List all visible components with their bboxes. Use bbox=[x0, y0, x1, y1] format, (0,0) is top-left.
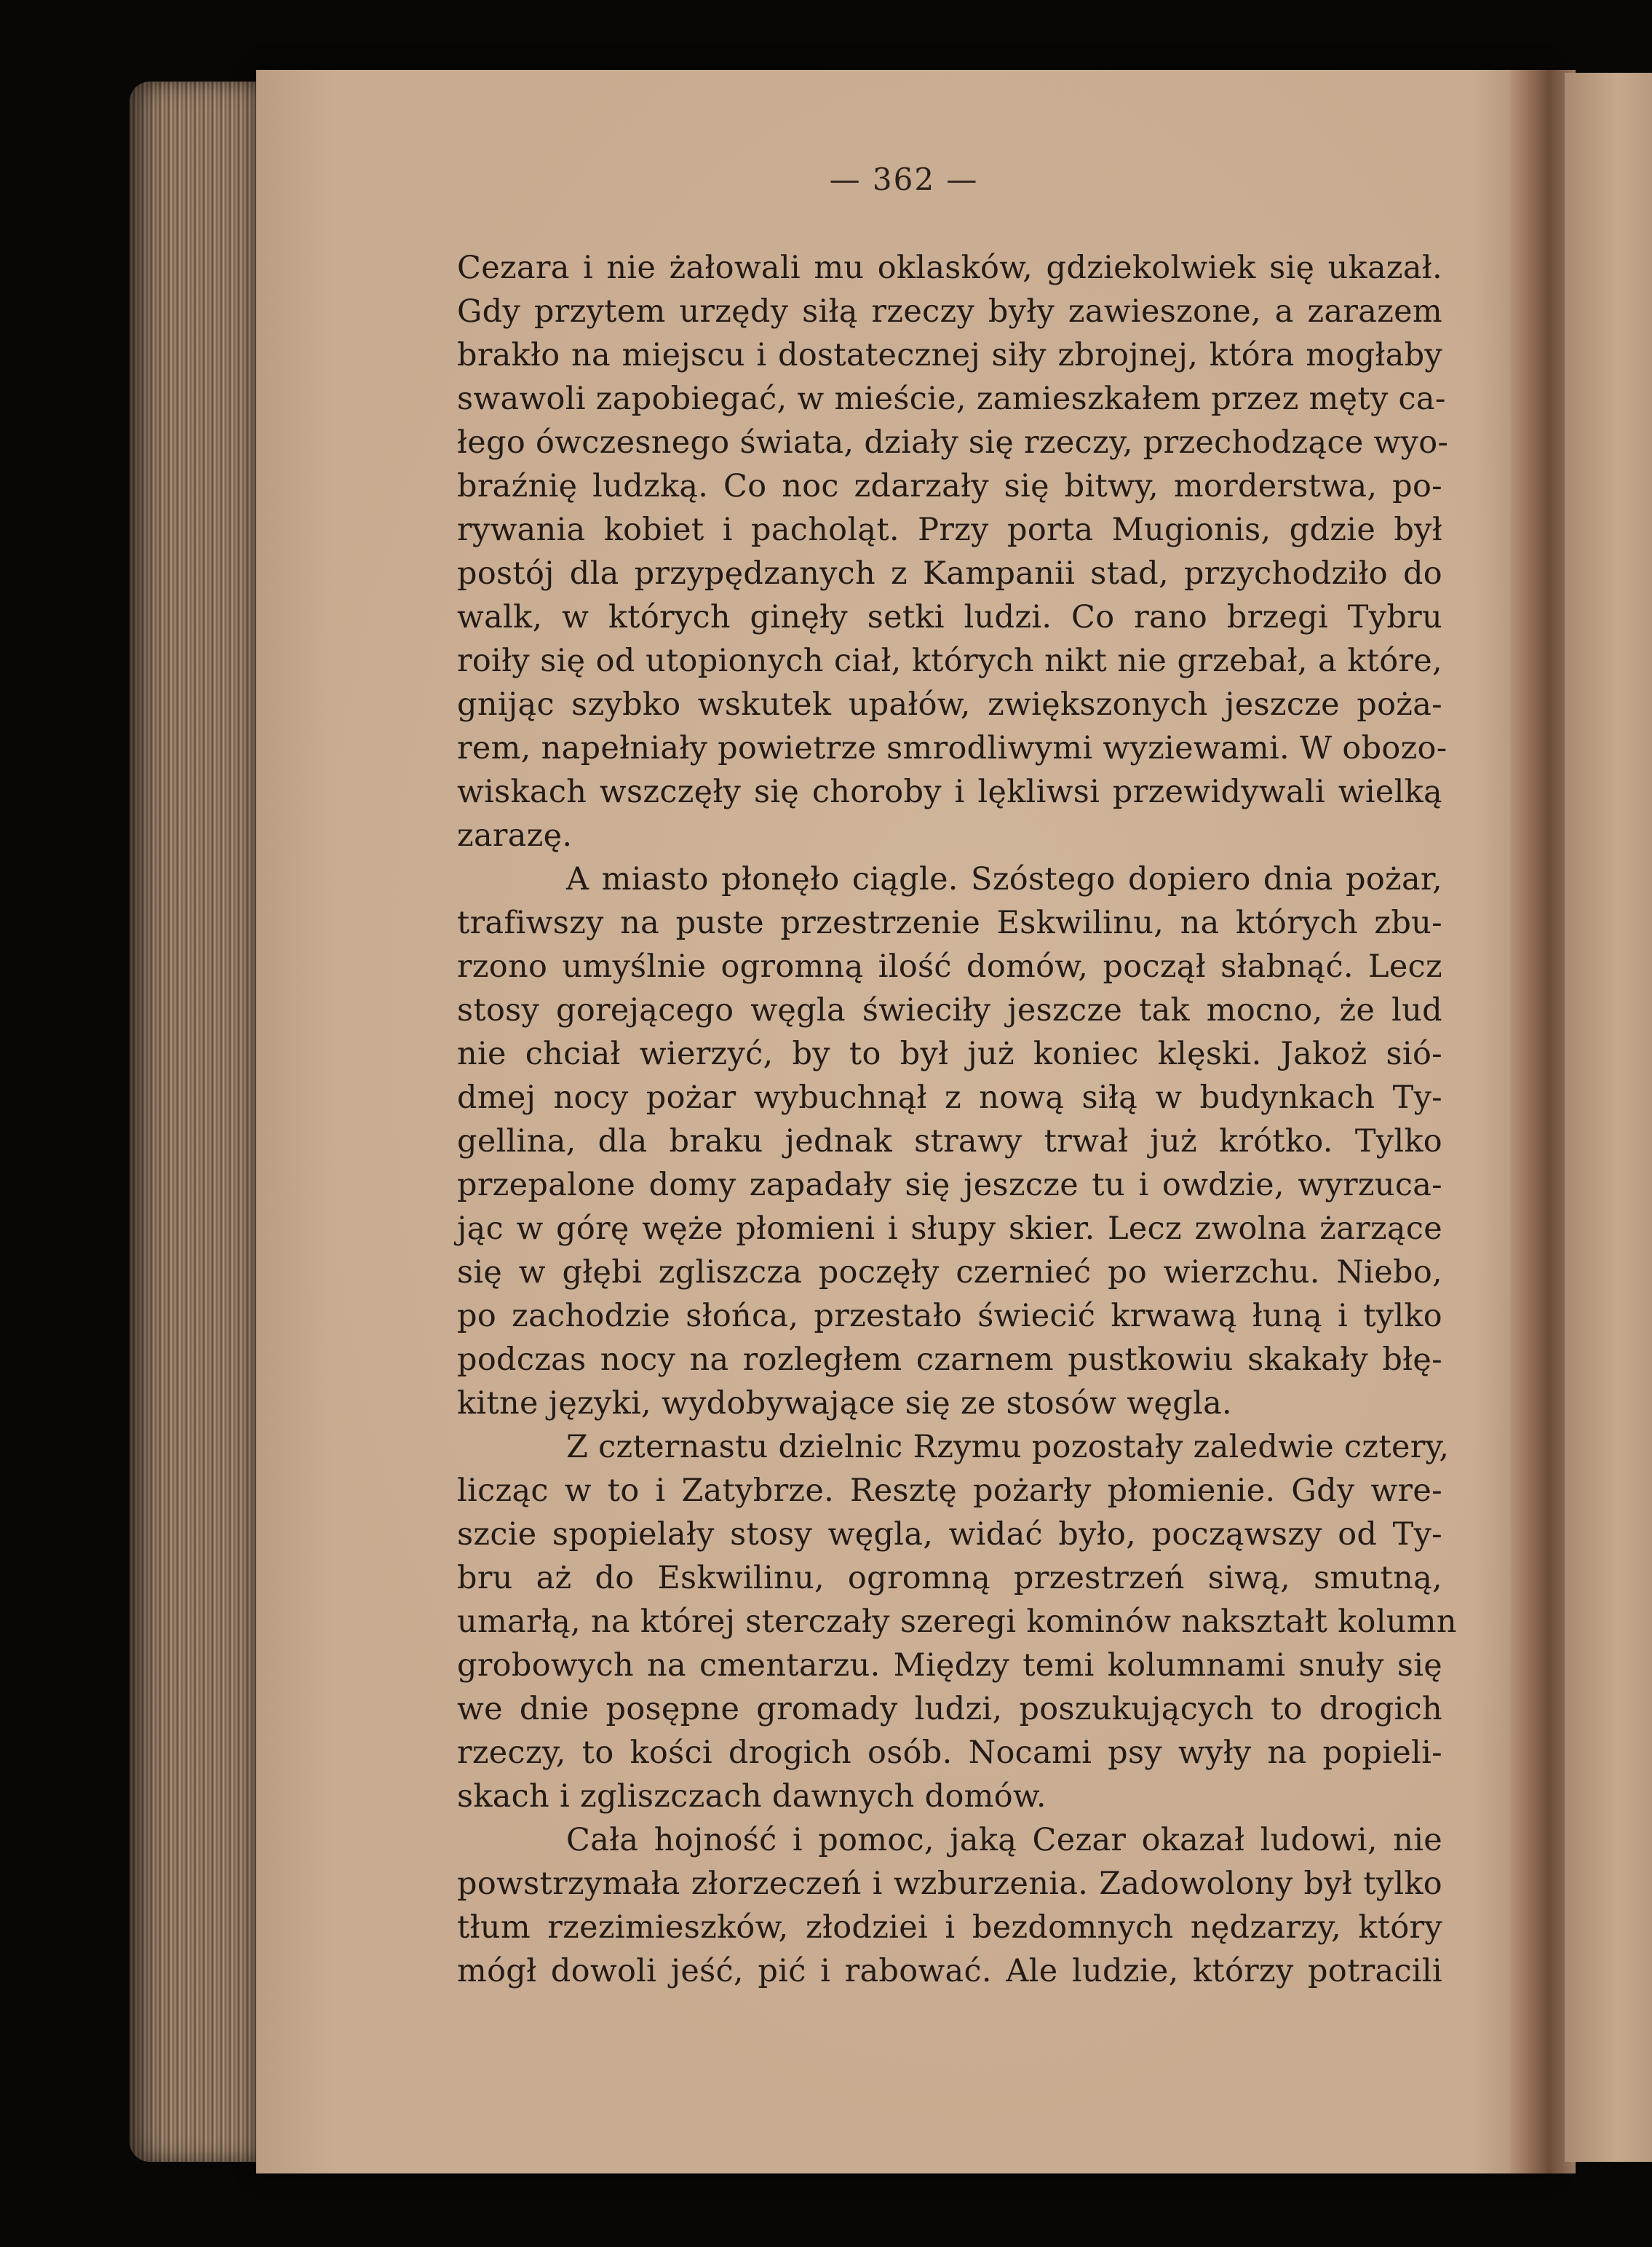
text-line: rzono umyślnie ogromną ilość domów, począł słabnąć. Lecz bbox=[457, 948, 1442, 985]
text-line: szcie spopielały stosy węgla, widać było, począwszy od Ty- bbox=[457, 1516, 1442, 1553]
facing-page-edge bbox=[1565, 73, 1652, 2162]
text-line: gnijąc szybko wskutek upałów, zwiększonych jeszcze poża- bbox=[457, 686, 1442, 723]
text-line: Cezara i nie żałowali mu oklasków, gdziekolwiek się ukazał. bbox=[457, 250, 1442, 286]
text-line: Z czternastu dzielnic Rzymu pozostały zaledwie cztery, bbox=[566, 1429, 1450, 1465]
text-line: przepalone domy zapadały się jeszcze tu i owdzie, wyrzuca- bbox=[457, 1167, 1442, 1203]
text-line: jąc w górę węże płomieni i słupy skier. Lecz zwolna żarzące bbox=[457, 1210, 1442, 1247]
text-line: nie chciał wierzyć, by to był już koniec klęski. Jakoż sió- bbox=[457, 1036, 1442, 1072]
text-line: licząc w to i Zatybrze. Resztę pożarły płomienie. Gdy wre- bbox=[457, 1473, 1442, 1509]
text-line: gellina, dla braku jednak strawy trwał już krótko. Tylko bbox=[457, 1123, 1442, 1160]
text-line: zarazę. bbox=[457, 817, 573, 854]
text-line: rywania kobiet i pacholąt. Przy porta Mugionis, gdzie był bbox=[457, 512, 1442, 548]
text-line: bru aż do Eskwilinu, ogromną przestrzeń siwą, smutną, bbox=[457, 1560, 1442, 1596]
text-line: walk, w których ginęły setki ludzi. Co rano brzegi Tybru bbox=[457, 599, 1442, 635]
text-line: Cała hojność i pomoc, jaką Cezar okazał ludowi, nie bbox=[566, 1822, 1442, 1858]
text-line: stosy gorejącego węgla świeciły jeszcze tak mocno, że lud bbox=[457, 992, 1442, 1029]
text-line: się w głębi zgliszcza poczęły czernieć po wierzchu. Niebo, bbox=[457, 1254, 1442, 1291]
text-line: łego ówczesnego świata, działy się rzeczy, przechodzące wyo- bbox=[457, 424, 1449, 461]
text-line: kitne języki, wydobywające się ze stosów węgla. bbox=[457, 1385, 1233, 1422]
text-line: podczas nocy na rozległem czarnem pustkowiu skakały błę- bbox=[457, 1342, 1442, 1378]
text-line: skach i zgliszczach dawnych domów. bbox=[457, 1778, 1047, 1815]
text-line: rem, napełniały powietrze smrodliwymi wyziewami. W obozo- bbox=[457, 730, 1448, 766]
text-line: A miasto płonęło ciągle. Szóstego dopiero dnia pożar, bbox=[566, 861, 1442, 897]
text-line: mógł dowoli jeść, pić i rabować. Ale ludzie, którzy potracili bbox=[457, 1953, 1442, 1989]
text-line: brakło na miejscu i dostatecznej siły zbrojnej, która mogłaby bbox=[457, 337, 1442, 373]
text-line: we dnie posępne gromady ludzi, poszukujących to drogich bbox=[457, 1691, 1442, 1727]
text-line: grobowych na cmentarzu. Między temi kolumnami snuły się bbox=[457, 1647, 1442, 1684]
text-line: wiskach wszczęły się choroby i lękliwsi przewidywali wielką bbox=[457, 774, 1442, 810]
body-text bbox=[457, 246, 1457, 1993]
text-line: po zachodzie słońca, przestało świecić krwawą łuną i tylko bbox=[457, 1298, 1442, 1334]
text-line: umarłą, na której sterczały szeregi kominów nakształt kolumn bbox=[457, 1604, 1457, 1640]
text-line: Gdy przytem urzędy siłą rzeczy były zawieszone, a zarazem bbox=[457, 293, 1442, 330]
text-line: braźnię ludzką. Co noc zdarzały się bitwy, morderstwa, po- bbox=[457, 468, 1442, 504]
text-line: postój dla przypędzanych z Kampanii stad, przychodziło do bbox=[457, 555, 1442, 592]
text-line: tłum rzezimieszków, złodziei i bezdomnych nędzarzy, który bbox=[457, 1909, 1442, 1946]
text-line: dmej nocy pożar wybuchnął z nową siłą w budynkach Ty- bbox=[457, 1079, 1442, 1116]
text-line: trafiwszy na puste przestrzenie Eskwilinu, na których zbu- bbox=[457, 905, 1442, 941]
text-line: powstrzymała złorzeczeń i wzburzenia. Zadowolony był tylko bbox=[457, 1866, 1442, 1902]
text-line: rzeczy, to kości drogich osób. Nocami psy wyły na popieli- bbox=[457, 1735, 1442, 1771]
page-edges bbox=[130, 82, 275, 2162]
text-line: roiły się od utopionych ciał, których nikt nie grzebał, a które, bbox=[457, 643, 1442, 679]
text-line: swawoli zapobiegać, w mieście, zamieszkałem przez męty ca- bbox=[457, 381, 1446, 417]
page-number-header: — 362 — bbox=[829, 162, 979, 197]
